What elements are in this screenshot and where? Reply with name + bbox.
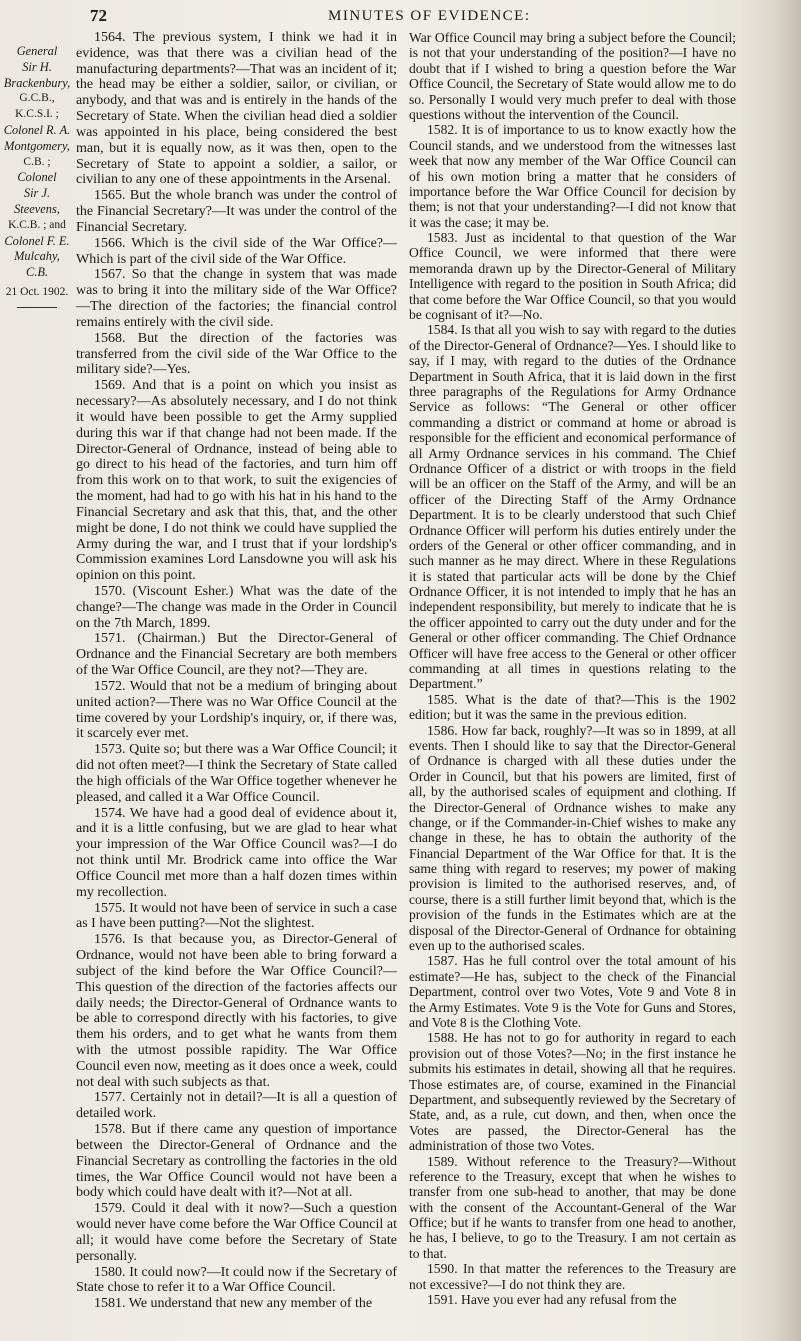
question-number: 1572. (94, 678, 126, 694)
evidence-paragraph (409, 230, 736, 322)
question-text: Without reference to the Treasury?—Without reference to the Treasury, except that when he wishes to transfer from one sub-head to another, that may be done with the consent of the Accountant-General of the War Office; but if he wants to transfer from one head to another, he has, I believe, to go to the Treasury. I am not certain as to that. (409, 1153, 737, 1261)
margin-line: Steevens, (14, 201, 60, 216)
question-number: 1591. (427, 1292, 458, 1308)
question-number: 1585. (427, 691, 458, 707)
evidence-paragraph (76, 742, 397, 805)
question-number: 1564. (94, 30, 126, 45)
question-number: 1579. (94, 1201, 126, 1217)
evidence-paragraph (76, 806, 397, 901)
question-number: 1586. (427, 722, 458, 738)
margin-line: Colonel F. E. (4, 233, 70, 248)
question-number: 1567. (94, 267, 126, 283)
question-number: 1576. (94, 932, 126, 948)
margin-line: Colonel R. A. (3, 122, 71, 137)
question-text: What is the date of that?—This is the 1902 edition; but it was the same in the previous edition. (409, 691, 736, 723)
question-text: Which is the civil side of the War Office?—Which is part of the civil side of the War Office. (76, 235, 398, 267)
question-text: We understand that new any member of the (128, 1296, 373, 1312)
margin-line: K.C.B. ; and (8, 218, 66, 231)
running-head: MINUTES OF EVIDENCE: (328, 8, 531, 24)
evidence-paragraph (76, 331, 397, 378)
question-text: Is that all you wish to say with regard to the duties of the Director-General of Ordnance?—Yes. I should like to say, if I may, with regard to the duties of the Ordnance Department in South Africa, that it is laid down in the first three paragraphs of the Regulations for Army Ordnance Service as follows: “The General or other officer commanding a district or command at home or abroad is responsible for the efficient and economical performance of all Army Ordnance services in his command. The Chief Ordnance Officer of a district or with troops in the field will be an officer on the Staff of the Army, and will be an officer of the Directing Staff of the Army Ordnance Department. It is to be clearly understood that such Chief Ordnance Officer will perform his duties entirely under the orders of the General or other officer commanding, and in such manner as he may direct. Where in these Regulations it is stated that particular acts will be done by the Chief Ordnance Officer, it is not intended to imply that he has an independent responsibility, but merely to indicate that he is the officer appointed to carry out the duty under and for the General or other officer commanding. The Chief Ordnance Officer will have free access to the General or other officer commanding at all times in questions relating to the Department.” (409, 322, 736, 692)
left-column (76, 30, 397, 1312)
question-number: 1574. (94, 805, 126, 821)
evidence-paragraph (76, 584, 397, 631)
question-text: Just as incidental to that question of the War Office Council, we were informed that there were memoranda drawn up by the Director-General of Military Intelligence with regard to the position in South Africa; did that come before the War Office Council, so that you would be cognisant of it?—No. (409, 230, 736, 323)
question-text: It is of importance to us to know exactly how the Council stands, and we understood from the witnesses last week that now any member of the War Office Council can of his own motion bring a matter that he considers of importance before the War Office Council for decision by them; is not that your understanding?—I did not know that it was the case; it may be. (409, 122, 736, 230)
margin-line: Sir J. (23, 186, 51, 201)
question-text: Could it deal with it now?—Such a question would never have come before the War Office Council at all; it would have come before the Secretary of State personally. (76, 1201, 398, 1264)
question-text: How far back, roughly?—It was so in 1899, at all events. Then I should like to say that the Director-General of Ordnance is charged with all these duties under the Order in Council, but that his powers are limited, first of all, by the authorised scales of equipment and clothing. If the Director-General of Ordnance wishes to make any change, or if the Commander-in-Chief wishes to make any change in these, he has to obtain the authority of the Financial Department of the War Office for that. It is the same thing with regard to reserves; my power of making provision is limited to the authorised reserves, and, of course, there is a still further limit beyond that, which is the provision of the funds in the Estimates which are at the disposal of the Director-General of Ordnance for obtaining even up to the authorised scales. (409, 722, 736, 954)
witness-margin-note (2, 44, 72, 308)
evidence-paragraph (76, 236, 397, 268)
question-number: 1569. (94, 378, 126, 394)
evidence-paragraph (409, 1292, 736, 1307)
evidence-paragraph (76, 1265, 397, 1297)
question-text: And that is a point on which you insist as necessary?—As absolutely necessary, and I do not think it would have been possible to get the Army supplied during this war if that change had not been made. If the Director-General of Ordnance, instead of being able to go direct to his head of the factories, and turn him off from this work on to that work, to suit the exigencies of the moment, had had to go with his hat in his hand to the Financial Secretary and ask that this, that, and the other might be done, I do not think we could have supplied the Army during the war, and I trust that if your lordship's Commission examines Lord Lansdowne you will ask his opinion on this point. (76, 378, 397, 584)
question-number: 1581. (94, 1296, 126, 1312)
question-number: 1580. (94, 1264, 126, 1280)
question-number: 1584. (427, 322, 458, 338)
evidence-paragraph (76, 932, 397, 1090)
margin-date: 21 Oct. 1902. (5, 285, 69, 298)
question-number: 1589. (427, 1153, 458, 1169)
evidence-paragraph (76, 631, 397, 678)
question-text: We have had a good deal of evidence about it, and it is a little confusing, but we are glad to hear what your impression of the War Office Council was?—I do not think until Mr. Brodrick came into office the War Office Council met more than a half dozen times within my recollection. (76, 805, 397, 900)
margin-line: General (16, 44, 58, 58)
margin-line: C.B. ; (23, 155, 51, 168)
evidence-paragraph (76, 267, 397, 330)
margin-line: Colonel (17, 170, 57, 185)
question-number: 1587. (427, 953, 458, 969)
page-number: 72 (90, 6, 107, 25)
evidence-paragraph (76, 1090, 397, 1122)
page-edge-shadow (741, 0, 801, 1341)
question-number: 1590. (427, 1261, 458, 1277)
evidence-paragraph (76, 1296, 397, 1312)
question-number: 1577. (94, 1090, 126, 1106)
question-number: 1570. (94, 583, 126, 599)
question-text: In that matter the references to the Treasury are not excessive?—I do not think they are. (409, 1261, 736, 1292)
margin-line: G.C.B., (19, 92, 55, 105)
question-number: 1571. (94, 631, 126, 647)
question-number: 1578. (94, 1122, 126, 1138)
question-text: The previous system, I think we had it in evidence, was that there was a civilian head of the manufacturing departments?—That was an incident of it; the head may be either a soldier, sailor, or civilian, or anybody, and that was and is entirely in the hands of the Secretary of State. When the civilian head died a soldier was appointed in his place, being considered the best man, but it is equally now, as it was then, open to the Secretary of State to appoint a soldier, a sailor, or civilian to any one of these appointments in the Arsenal. (76, 30, 397, 188)
evidence-paragraph (76, 30, 397, 188)
evidence-paragraph (409, 122, 736, 230)
question-number: 1588. (427, 1030, 458, 1046)
evidence-paragraph (76, 1201, 397, 1264)
question-number: 1575. (94, 900, 126, 916)
evidence-paragraph (409, 1154, 736, 1262)
question-text: But the direction of the factories was transferred from the civil side of the War Office to the military side?—Yes. (76, 330, 398, 378)
question-number: 1568. (94, 330, 126, 346)
right-column (409, 30, 736, 1307)
evidence-paragraph (409, 1030, 736, 1153)
question-number: 1582. (427, 122, 458, 138)
question-text: Has he full control over the total amount of his estimate?—He has, subject to the check of the Financial Department, control over two Votes, Vote 9 and Vote 8 in the Army Estimates. Vote 9 is the Vote for Guns and Stores, and Vote 8 is the Clothing Vote. (409, 953, 736, 1030)
margin-line: Sir H. (22, 59, 52, 74)
question-text: It could now?—It could now if the Secretary of State chose to refer it to a War Office Council. (76, 1264, 397, 1296)
question-text: Certainly not in detail?—It is all a question of detailed work. (76, 1090, 398, 1122)
question-number: 1565. (94, 188, 126, 204)
margin-rule (17, 307, 57, 308)
continued-paragraph: War Office Council may bring a subject before the Council; is not that your understanding of the position?—I have no doubt that if I wished to bring a question before the War Office Council, the Secretary of State would allow me to do so. Personally I would very much prefer to deal with those questions without the intervention of the Council. (409, 30, 736, 122)
evidence-paragraph (409, 692, 736, 723)
question-text: Have you ever had any refusal from the (461, 1292, 677, 1308)
question-text: Is that because you, as Director-General of Ordnance, would not have been able to bring forward a subject of the kind before the War Office Council?—This question of the direction of the factories affects our daily needs; the Director-General of Ordnance wants to be able to correspond directly with his factories, to give them his orders, and to get what he wants from them with the utmost possible rapidity. The War Office Council even now, meeting as it does once a week, could not deal with such subjects as that. (76, 932, 397, 1090)
question-number: 1573. (94, 742, 126, 758)
question-text: But if there came any question of importance between the Director-General of Ordnance and the Financial Secretary as controlling the factories in the old times, the War Office Council would not have been a body which could have dealt with it?—Not at all. (76, 1122, 397, 1201)
evidence-paragraph (76, 188, 397, 235)
question-text: Would that not be a medium of bringing about united action?—There was no War Office Council at the time covered by your Lordship's inquiry, or, if there was, it scarcely ever met. (76, 678, 397, 742)
question-text: (Chairman.) But the Director-General of Ordnance and the Financial Secretary are both members of the War Office Council, are they not?—They are. (76, 631, 397, 679)
question-text: But the whole branch was under the control of the Financial Secretary?—It was under the control of the Financial Secretary. (76, 188, 397, 235)
evidence-paragraph (76, 1122, 397, 1201)
page-header (0, 6, 801, 32)
margin-line: Montgomery, (4, 138, 70, 153)
question-text: It would not have been of service in such a case as I have been putting?—Not the slightest. (76, 900, 398, 932)
evidence-paragraph (409, 322, 736, 691)
question-number: 1583. (427, 230, 458, 246)
evidence-paragraph (76, 679, 397, 742)
question-text: So that the change in system that was made was to bring it into the military side of the War Office?—The direction of the factories; the financial control remains entirely with the civil side. (76, 267, 397, 330)
evidence-paragraph (409, 1261, 736, 1292)
question-text: (Viscount Esher.) What was the date of the change?—The change was made in the Order in Council on the 7th March, 1899. (76, 583, 397, 631)
question-text: Quite so; but there was a War Office Council; it did not often meet?—I think the Secretary of State called the high officials of the War Office together whenever he pleased, and called it a War Office Council. (76, 742, 398, 805)
evidence-paragraph (76, 378, 397, 584)
margin-line: Brackenbury, (3, 75, 71, 90)
question-number: 1566. (94, 235, 126, 251)
evidence-paragraph (409, 953, 736, 1030)
margin-line: Mulcahy, C.B. (14, 249, 60, 280)
evidence-paragraph (409, 723, 736, 954)
question-text: He has not to go for authority in regard to each provision out of those Votes?—No; in the first instance he submits his estimates in detail, showing all that he requires. Those estimates are, of course, examined in the Financial Department, and subsequently reviewed by the Secretary of State, and, as a rule, cut down, and then, when once the Votes are passed, the Director-General has the administration of those two Votes. (409, 1030, 736, 1154)
margin-line: K.C.S.I. ; (15, 108, 59, 121)
evidence-paragraph (76, 901, 397, 933)
